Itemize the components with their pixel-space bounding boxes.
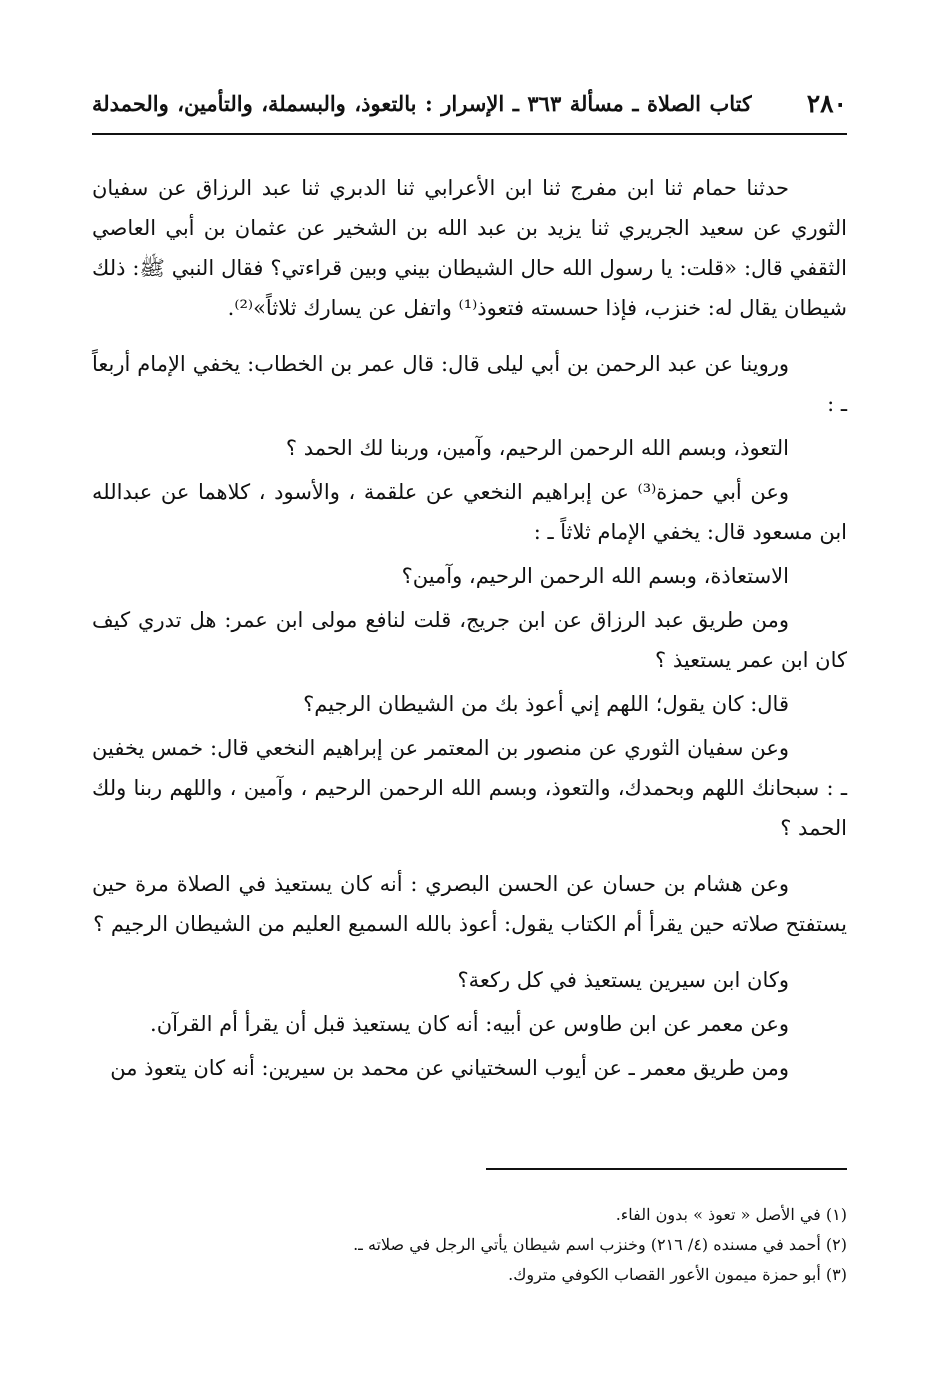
paragraph-ibn-umar-question: ومن طريق عبد الرزاق عن ابن جريج، قلت لنافع مولى ابن عمر: هل تدري كيف كان ابن عمر يستعيذ ؟	[92, 608, 847, 672]
paragraph-nakhai-five: وعن سفيان الثوري عن منصور بن المعتمر عن إبراهيم النخعي قال: خمس يخفين ـ : سبحانك اللهم وبحمدك، والتعوذ، وبسم الله الرحمن الرحيم ، وآمين ، واللهم ربنا ولك الحمد ؟	[92, 736, 847, 840]
paragraph-ibn-umar-answer: قال: كان يقول؛ اللهم إني أعوذ بك من الشيطان الرجيم؟	[303, 692, 789, 716]
footnote-3: (٣) أبو حمزة ميمون الأعور القصاب الكوفي متروك.	[508, 1265, 847, 1284]
paragraph-ibn-sirin: وكان ابن سيرين يستعيذ في كل ركعة؟	[457, 968, 789, 992]
paragraph-hasan-basri: وعن هشام بن حسان عن الحسن البصري : أنه كان يستعيذ في الصلاة مرة حين يستفتح صلاته حين يقرأ أم الكتاب يقول: أعوذ بالله السميع العليم من الشيطان الرجيم ؟	[92, 872, 847, 936]
footnote-1: (١) في الأصل « تعوذ » بدون الفاء.	[615, 1205, 847, 1224]
paragraph-hadith-khanzab: حدثنا حمام ثنا ابن مفرج ثنا ابن الأعرابي ثنا الدبري ثنا عبد الرزاق عن سفيان الثوري عن سعيد الجريري ثنا يزيد بن عبد الله بن الشخير عن عثمان بن أبي العاصي الثقفي قال: «قلت: يا رسول الله حال الشيطان بيني وبين قراءتي؟ فقال النبي ﷺ: ذلك شيطان يقال له: خنزب، فإذا حسسته فتعوذ⁽¹⁾ واتفل عن يسارك ثلاثاً»⁽²⁾.	[92, 176, 847, 320]
paragraph-umar-list: التعوذ، وبسم الله الرحمن الرحيم، وآمين، وربنا لك الحمد ؟	[285, 436, 789, 460]
paragraph-ibn-masud-list: الاستعاذة، وبسم الله الرحمن الرحيم، وآمين؟	[401, 564, 789, 588]
footnote-2: (٢) أحمد في مسنده (٤/ ٢١٦) وخنزب اسم شيطان يأتي الرجل في صلاته ـ.	[353, 1235, 847, 1254]
footnote-rule	[486, 1168, 847, 1170]
page-number: ٢٨٠	[806, 89, 847, 118]
paragraph-umar-report: وروينا عن عبد الرحمن بن أبي ليلى قال: قال عمر بن الخطاب: يخفي الإمام أربعاً ـ :	[92, 352, 847, 416]
paragraph-ayyub: ومن طريق معمر ـ عن أيوب السختياني عن محمد بن سيرين: أنه كان يتعوذ من	[110, 1056, 789, 1080]
footnotes	[92, 1200, 847, 1290]
running-title: كتاب الصلاة ـ مسألة ٣٦٣ ـ الإسرار : بالتعوذ، والبسملة، والتأمين، والحمدلة	[92, 91, 752, 116]
header-rule	[92, 133, 847, 135]
paragraph-ibn-tawus: وعن معمر عن ابن طاوس عن أبيه: أنه كان يستعيذ قبل أن يقرأ أم القرآن.	[150, 1012, 789, 1036]
main-text	[92, 168, 847, 1092]
page-header	[92, 84, 847, 124]
paragraph-ibn-masud-report: وعن أبي حمزة⁽³⁾ عن إبراهيم النخعي عن علقمة ، والأسود ، كلاهما عن عبدالله ابن مسعود قال: يخفي الإمام ثلاثاً ـ :	[92, 480, 847, 544]
